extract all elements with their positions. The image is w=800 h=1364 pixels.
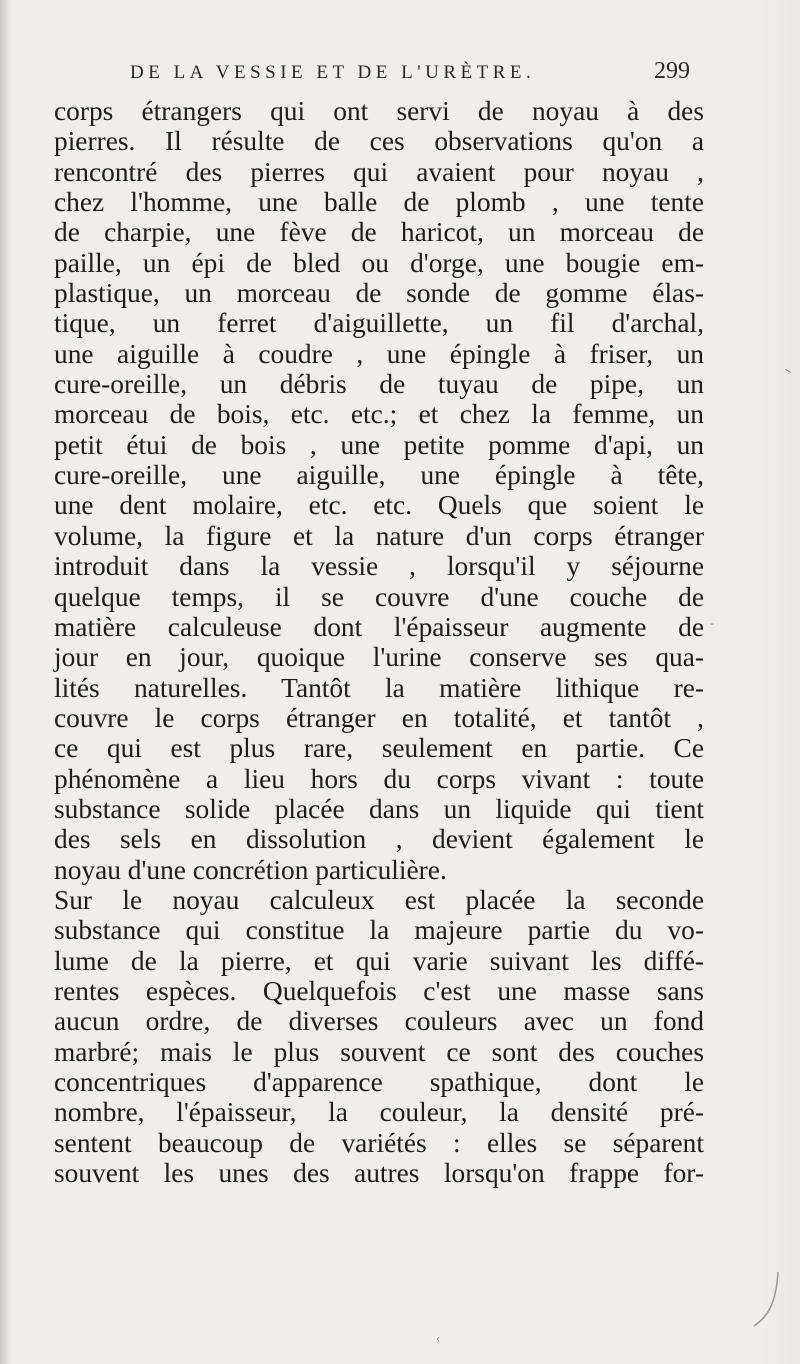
page-gutter-edge — [0, 0, 8, 1364]
text-line: jour en jour, quoique l'urine conserve ses qua- — [54, 642, 704, 673]
text-line: ce qui est plus rare, seulement en partie. Ce — [54, 733, 704, 764]
text-line: cure-oreille, une aiguille, une épingle à tête, — [54, 460, 704, 491]
text-line: tique, un ferret d'aiguillette, un fil d'archal, — [54, 308, 704, 339]
text-line: concentriques d'apparence spathique, dont le — [54, 1067, 704, 1097]
text-line: quelque temps, il se couvre d'une couche de — [54, 581, 704, 612]
text-line: couvre le corps étranger en totalité, et tantôt , — [54, 702, 704, 733]
text-line-paragraph-end: noyau d'une concrétion particulière. — [54, 854, 447, 885]
text-line: petit étui de bois , une petite pomme d'api, un — [54, 429, 704, 460]
page-number: 299 — [654, 58, 690, 84]
paper-speck: ‹ — [436, 1330, 441, 1345]
text-line: lume de la pierre, et qui varie suivant les diffé- — [54, 945, 704, 976]
text-line: cure-oreille, un débris de tuyau de pipe, un — [54, 369, 704, 400]
text-line: une dent molaire, etc. etc. Quels que soient le — [54, 490, 704, 521]
page-header — [130, 58, 690, 92]
text-line: morceau de bois, etc. etc.; et chez la femme, un — [54, 399, 704, 430]
text-line: substance solide placée dans un liquide qui tient — [54, 793, 704, 824]
text-line: paille, un épi de bled ou d'orge, une bougie em- — [54, 247, 704, 278]
text-line: sentent beaucoup de variétés : elles se séparent — [54, 1127, 704, 1158]
text-line: une aiguille à coudre , une épingle à friser, un — [54, 338, 704, 369]
text-line: introduit dans la vessie , lorsqu'il y séjourne — [54, 551, 704, 582]
text-line: rencontré des pierres qui avaient pour noyau , — [54, 156, 704, 187]
text-line: nombre, l'épaisseur, la couleur, la densité pré- — [54, 1097, 704, 1128]
text-line: pierres. Il résulte de ces observations qu'on a — [54, 126, 704, 157]
text-line: chez l'homme, une balle de plomb , une tente — [54, 187, 704, 218]
page-curl-mark — [752, 1268, 782, 1328]
text-line: marbré; mais le plus souvent ce sont des couches — [54, 1036, 704, 1067]
body-text — [54, 96, 704, 1188]
text-line: lités naturelles. Tantôt la matière lithique re- — [54, 672, 704, 703]
text-line: plastique, un morceau de sonde de gomme élas- — [54, 278, 704, 309]
paper-speck — [783, 369, 791, 376]
text-line: corps étrangers qui ont servi de noyau à des — [54, 96, 704, 126]
text-line: rentes espèces. Quelquefois c'est une masse sans — [54, 975, 704, 1006]
running-head: DE LA VESSIE ET DE L'URÈTRE. — [130, 62, 536, 83]
paper-speck: - — [710, 616, 714, 630]
text-line: matière calculeuse dont l'épaisseur augmente de — [54, 611, 704, 642]
text-line: phénomène a lieu hors du corps vivant : toute — [54, 763, 704, 794]
text-line: de charpie, une fève de haricot, un morceau de — [54, 217, 704, 248]
text-line: substance qui constitue la majeure partie du vo- — [54, 915, 704, 946]
text-line: des sels en dissolution , devient également le — [54, 824, 704, 855]
text-line-paragraph-start: Sur le noyau calculeux est placée la seconde — [54, 884, 704, 915]
text-line: volume, la figure et la nature d'un corps étranger — [54, 520, 704, 551]
text-line: aucun ordre, de diverses couleurs avec un fond — [54, 1006, 704, 1037]
text-line: souvent les unes des autres lorsqu'on frappe for- — [54, 1158, 704, 1189]
